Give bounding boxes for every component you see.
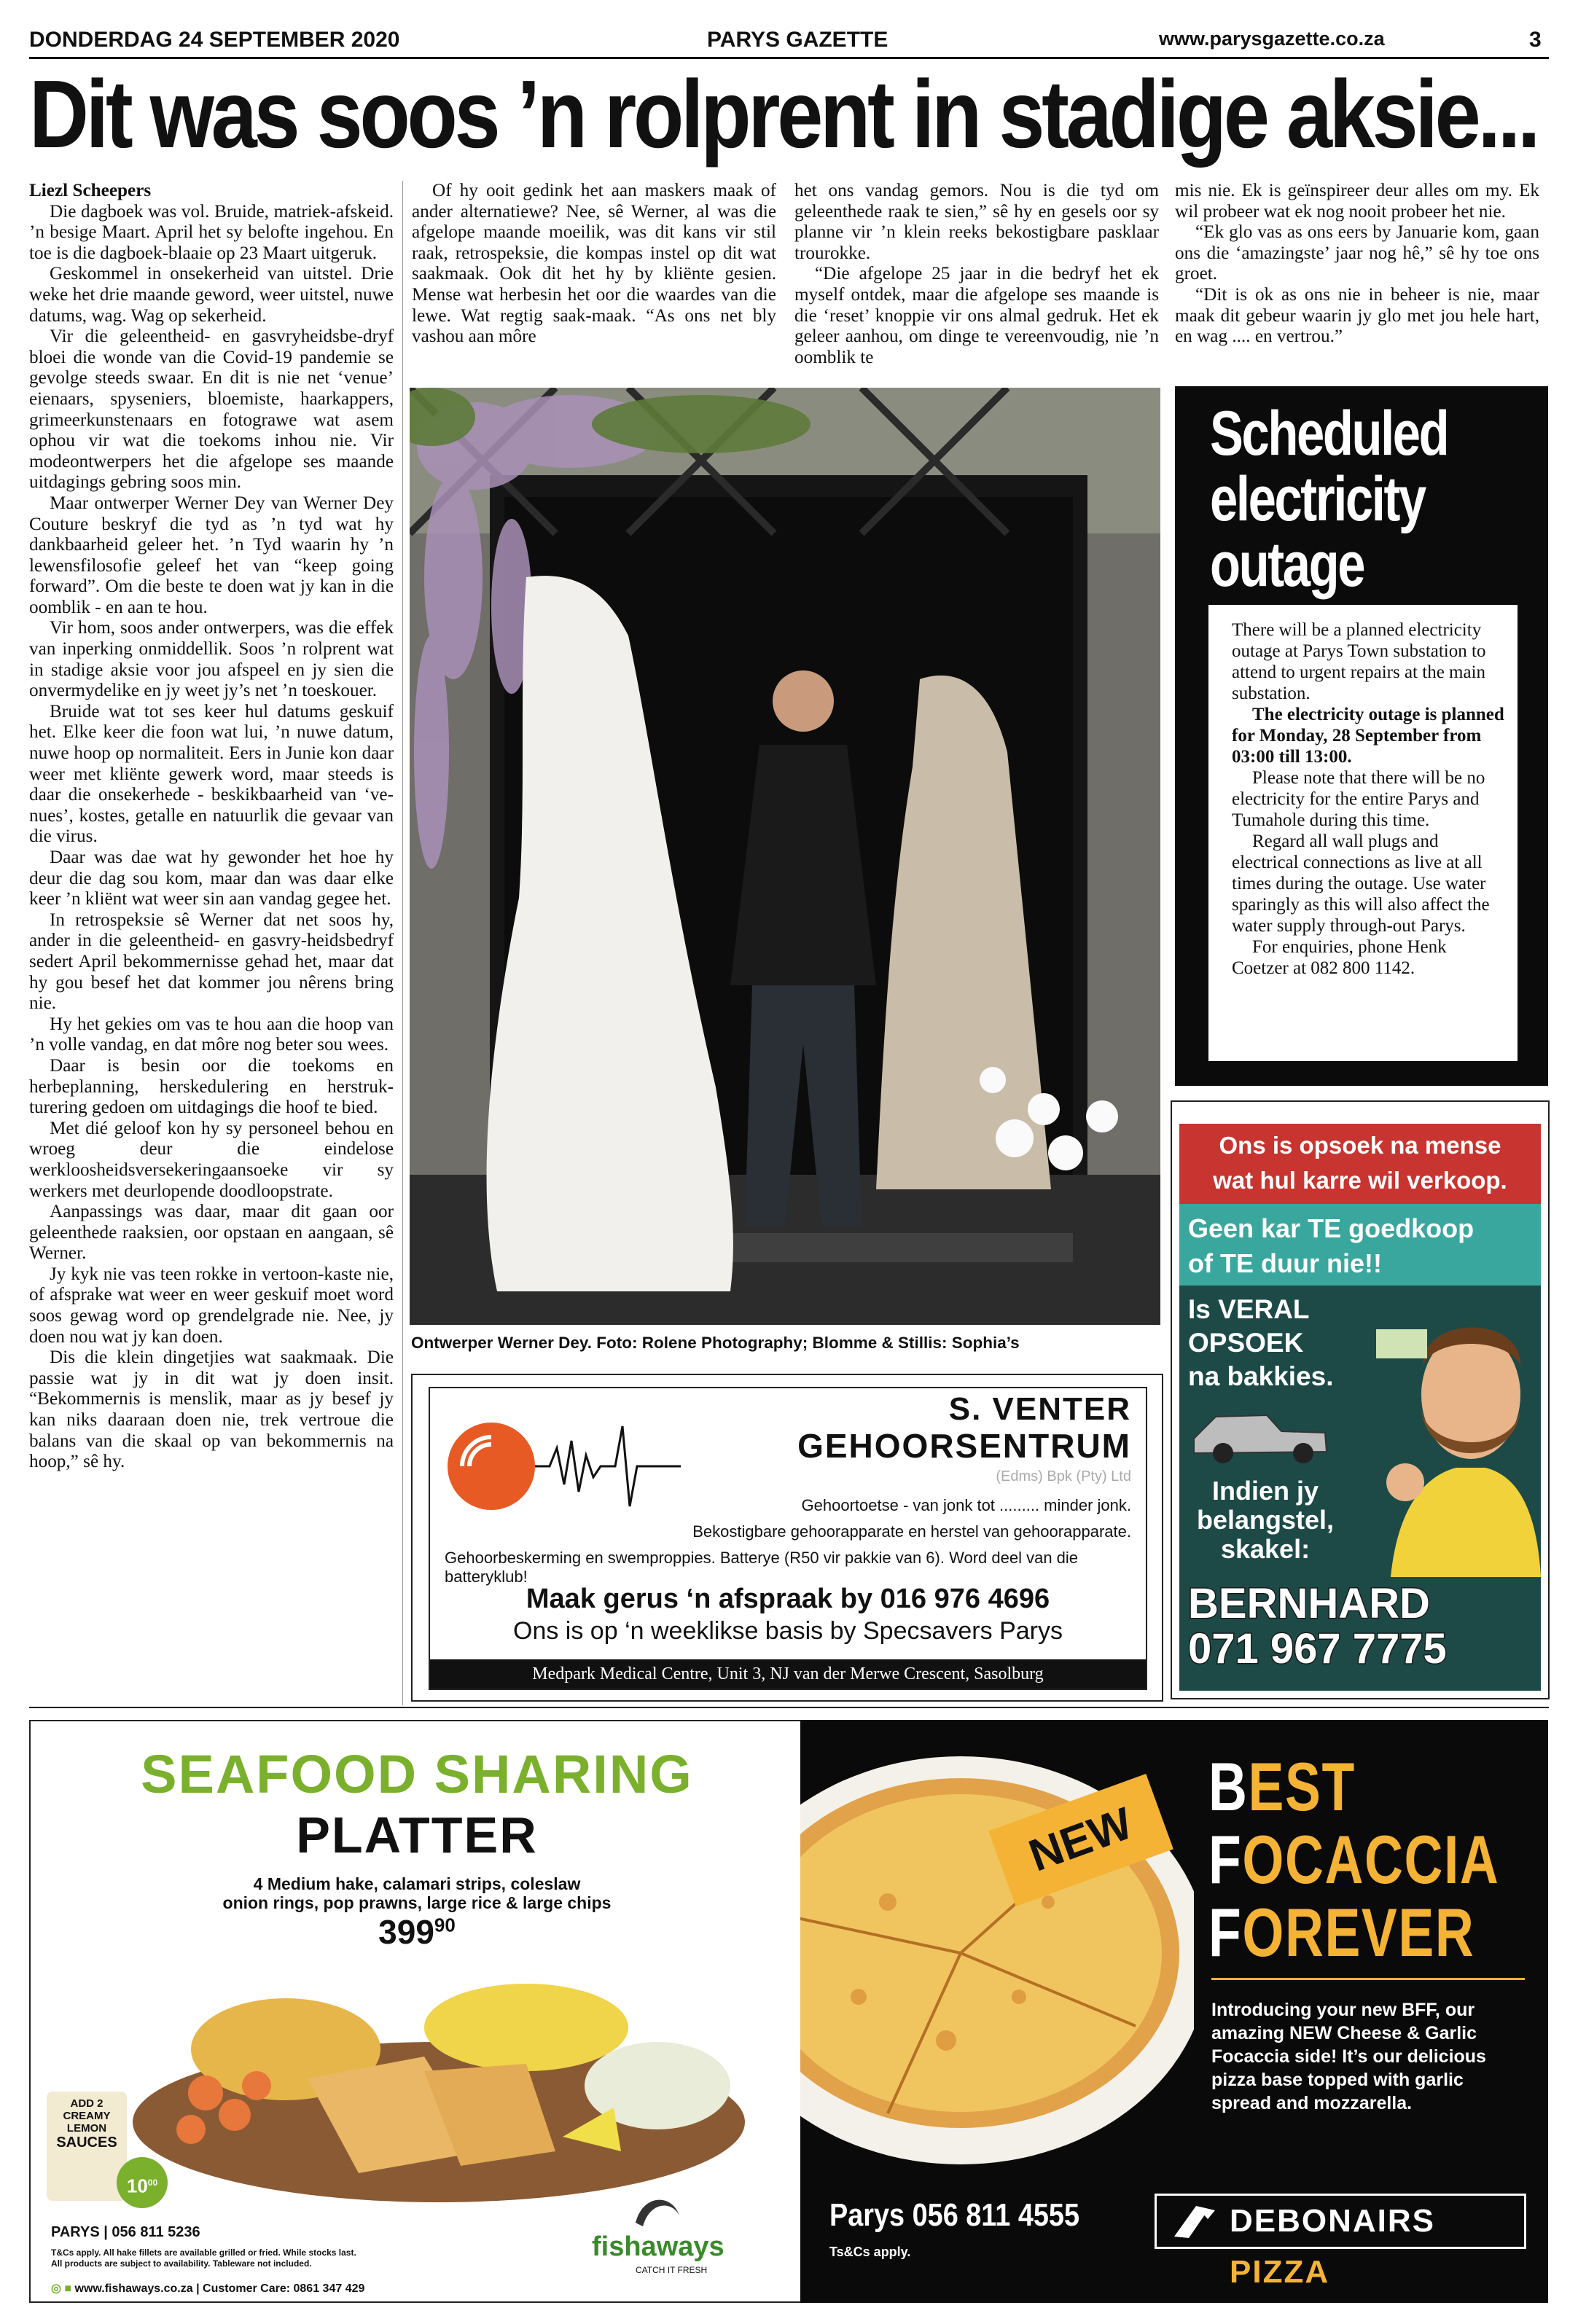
- paragraph: Bruide wat tot ses keer hul datums geskuif het. Elke keer die foon wat lui, ’n nuwe datum, nuwe hoop op normaliteit. Eers in Junie kon daar weer met kliënte gewerk word, maar steeds is daar die onsekerhede - beskikbaarheid van ‘ve-nues’, kostes, getalle en natuurlik die gevaar van die virus.: [29, 701, 394, 847]
- gold-rule: [1211, 1978, 1525, 1980]
- article-column-2: [412, 181, 776, 372]
- hearing-ad-cta[interactable]: Maak gerus ‘n afspraak by 016 976 4696: [526, 1584, 1050, 1614]
- fish-ad-description: [31, 1874, 803, 1912]
- car-ad-line: skakel:: [1220, 1534, 1311, 1564]
- new-tag: NEW: [988, 1774, 1173, 1906]
- fish-ad-desc-line: onion rings, pop prawns, large rice & large chips: [222, 1893, 612, 1912]
- bff-headline: [1208, 1750, 1499, 1969]
- sauce-badge: [47, 2092, 127, 2201]
- outage-title-line: Scheduled: [1210, 399, 1448, 469]
- fish-logo-icon: [628, 2186, 687, 2237]
- paragraph: Daar is besin oor die toekoms en herbeplanning, herskedulering en herstruk-turering gedoen om uitdagings die hoof te bied.: [29, 1055, 394, 1118]
- byline: Liezl Scheepers: [29, 181, 152, 200]
- article-photo: [410, 388, 1160, 1325]
- contact-name: BERNHARD: [1188, 1580, 1430, 1627]
- headline-rest: EST: [1248, 1748, 1356, 1825]
- paragraph: Aanpassings was daar, maar dit gaan oor geleenthede raaksien, oor opstaan en aangaan, sê Werner.: [29, 1202, 394, 1264]
- hearing-ad-line: Bekostigbare gehoorapparate en herstel van gehoorapparate.: [692, 1522, 1131, 1541]
- deb-phone[interactable]: Parys 056 811 4555: [829, 2197, 1080, 2233]
- outage-title-line: electricity: [1210, 464, 1425, 534]
- hearing-wave-logo: [440, 1397, 688, 1535]
- hearing-ad-weekly: Ons is op ‘n weeklikse basis by Specsavers Parys: [513, 1617, 1063, 1645]
- paragraph: “Die afgelope 25 jaar in die bedryf het ek myself ontdek, maar die afgelope ses maande is die ‘reset’ knoppie vir ons almal gedruk. Het ek geleer aanhou, om dinge te vereenvoudig, nie ’n oomblik te: [794, 264, 1159, 367]
- logo-word: PIZZA: [1230, 2254, 1330, 2290]
- fish-ad-price: [31, 1912, 803, 1952]
- headline-initial: F: [1208, 1821, 1243, 1898]
- headline-rest: OREVER: [1242, 1894, 1475, 1971]
- car-ad-line: OPSOEK: [1188, 1328, 1304, 1358]
- deb-tcs: Ts&Cs apply.: [829, 2245, 911, 2259]
- headline-initial: F: [1208, 1894, 1243, 1971]
- outage-paragraph: The electricity outage is planned for Monday, 28 September from 03:00 till 13:00.: [1232, 705, 1504, 767]
- hearing-ad-subtitle: GEHOORSENTRUM: [797, 1427, 1131, 1465]
- headline-rest: OCACCIA: [1242, 1821, 1500, 1898]
- outage-notice: [1175, 386, 1548, 1086]
- fish-ad-title: PLATTER: [296, 1807, 538, 1863]
- bakkie-icon: [1187, 1395, 1332, 1468]
- paper-url[interactable]: www.parysgazette.co.za: [1159, 28, 1385, 50]
- fishaways-ad: [29, 1720, 805, 2303]
- paragraph: Of hy ooit gedink het aan maskers maak of ander alternatiewe? Nee, sê Werner, al was die afgelope maande moeilik, was dit kans vir stil raak, retrospeksie, die kompas instel op dit wat saakmaak. Ook dit het hy by kliënte gesien. Mense wat herbesin het oor die waardes van die lewe. Wat regtig saak-maak. “As ons net bly vashou aan môre: [412, 181, 776, 347]
- outage-paragraph: Please note that there will be no electricity for the entire Parys and Tumahole during this time.: [1232, 768, 1485, 830]
- car-ad-line: of TE duur nie!!: [1188, 1248, 1382, 1278]
- outage-paragraph: There will be a planned electricity outage at Parys Town substation to attend to urgent repairs at the main substation.: [1232, 620, 1486, 703]
- fish-ad-care: Customer Care: 0861 347 429: [203, 2282, 365, 2295]
- paragraph: “Dit is ok as ons nie in beheer is nie, maar maak dit gebeur waarin jy glo met jou hele hart, en wag .... en vertrou.”: [1175, 284, 1539, 347]
- outage-paragraph: Regard all wall plugs and electrical connections as live at all times during the outage. Use water sparingly as this will also affect the water supply through-out Parys.: [1232, 832, 1490, 936]
- car-ad-body: [1179, 1204, 1541, 1691]
- fish-ad-title: SEAFOOD SHARING: [141, 1744, 693, 1804]
- debonairs-ad: [800, 1720, 1548, 2303]
- car-ad-line: wat hul karre wil verkoop.: [1213, 1167, 1507, 1194]
- hearing-ad-address: Medpark Medical Centre, Unit 3, NJ van der Merwe Crescent, Sasolburg: [430, 1659, 1146, 1689]
- hearing-ad-frame: [429, 1387, 1147, 1690]
- section-rule: [29, 1707, 1549, 1708]
- paragraph: Maar ontwerper Werner Dey van Werner Dey Couture beskryf die tyd as ’n tyd wat hy dankbaarheid geleer het. ’n Tyd waarin hy ’n lewensfilosofie geleef het van “keep going forward”. Om die beste te doen wat jy kan in die oomblik - en aan te hou.: [29, 493, 394, 617]
- fish-ad-phone[interactable]: PARYS | 056 811 5236: [51, 2224, 200, 2240]
- contact-phone[interactable]: 071 967 7775: [1188, 1625, 1447, 1672]
- hearing-ad-company: (Edms) Bpk (Pty) Ltd: [996, 1468, 1131, 1484]
- social-icons[interactable]: ◎ ■: [51, 2282, 75, 2295]
- paragraph: Hy het gekies om vas te hou aan die hoop van ’n volle vandag, en dat môre nog beter sou wees.: [29, 1014, 394, 1055]
- fish-ad-links: ◎ ■ www.fishaways.co.za | Customer Care: 0861 347 429: [51, 2282, 365, 2295]
- paper-name: PARYS GAZETTE: [707, 28, 888, 52]
- paragraph: mis nie. Ek is geïnspireer deur alles om my. Ek wil probeer wat ek nog nooit probeer het nie.: [1175, 181, 1539, 222]
- hearing-ad-line: Gehoortoetse - van jonk tot ......... minder jonk.: [801, 1496, 1131, 1514]
- seafood-platter-image: [118, 1962, 759, 2202]
- article-column-4: [1175, 181, 1539, 372]
- photo-caption: Ontwerper Werner Dey. Foto: Rolene Photography; Blomme & Stillis: Sophia’s: [411, 1334, 1020, 1352]
- sauce-price-badge: [117, 2157, 168, 2208]
- car-ad-line: belangstel,: [1197, 1505, 1335, 1535]
- page-number: 3: [1529, 28, 1542, 52]
- fish-ad-desc-line: 4 Medium hake, calamari strips, coleslaw: [253, 1874, 581, 1893]
- badge-price: 10: [126, 2175, 148, 2197]
- price-main: 399: [378, 1913, 434, 1951]
- paragraph: In retrospeksie sê Werner dat net soos hy, ander in die geleentheid- en gasvry-heidsbedryf sedert April bekommernisse gehad het, maar dat hy gou besef het dat kommer jou nêrens bring nie.: [29, 909, 394, 1014]
- tcs-line: All products are subject to availability. Tableware not included.: [51, 2258, 312, 2269]
- car-ad-headline: [1188, 1211, 1474, 1281]
- paragraph: Vir hom, soos ander ontwerpers, was die effek van inperking onmiddellik. Soos ’n rolprent wat in stadige aksie voor jou afspeel en jy sien die onvermydelike en jy weet jy’s net ’n toeskouer.: [29, 618, 394, 701]
- badge-line: CREAMY LEMON: [63, 2110, 111, 2135]
- outage-paragraph: For enquiries, phone Henk Coetzer at 082 800 1142.: [1232, 937, 1447, 978]
- issue-date: DONDERDAG 24 SEPTEMBER 2020: [29, 28, 400, 52]
- car-ad-contact-prompt: [1197, 1476, 1334, 1564]
- car-ad-line: na bakkies.: [1188, 1361, 1334, 1391]
- paragraph: Jy kyk nie vas teen rokke in vertoon-kaste nie, of afsprake wat weer en weer geskuif moet word soos gewag word op grendelgrade nie. Nee, jy doen nou wat jy kan doen.: [29, 1264, 394, 1347]
- paragraph: het ons vandag gemors. Nou is die tyd om geleenthede raak te sien,” sê hy en gesels oor sy planne vir ’n klein reeks bekostigbare pasklaar trourokke.: [794, 181, 1159, 263]
- car-ad-line: Geen kar TE goedkoop: [1188, 1213, 1475, 1243]
- fish-ad-tcs: [51, 2247, 356, 2269]
- car-ad-panel: [1179, 1286, 1541, 1691]
- badge-line: ADD 2: [70, 2097, 103, 2110]
- badge-cents: 00: [147, 2178, 158, 2188]
- car-buyer-ad: [1171, 1100, 1550, 1699]
- chef-logo-icon: [1167, 2200, 1218, 2244]
- outage-title-line: outage: [1210, 530, 1364, 600]
- debonairs-logo: [1155, 2194, 1526, 2290]
- paragraph: Geskommel in onsekerheid van uitstel. Drie weke het drie maande geword, weer uitstel, nuwe datums, wag. Wag op sekerheid.: [29, 264, 394, 326]
- paragraph: Daar was dae wat hy gewonder het hoe hy deur die dag sou kom, maar dan was daar elke keer ’n kliënt wat weer sin aan vandag gegee het.: [29, 848, 394, 909]
- photo-illustration: [410, 388, 1160, 1325]
- outage-body: [1208, 605, 1518, 1061]
- paragraph: Vir die geleentheid- en gasvryheidsbe-dryf bloei die wonde van die Covid-19 pandemie se gevolge steeds swaar. En dit is nie net ‘venue’ eienaars, spyseniers, bloemiste, haarkappers, grimeerkunstenaars en fotograwe wat asem ophou vir wat die toekoms inhou nie. Vir modeontwerpers het die afgelope ses maande uitdagings gebring soos min.: [29, 326, 394, 493]
- header-rule: [29, 57, 1549, 59]
- headline-initial: B: [1208, 1748, 1249, 1825]
- fish-brand: fishaways: [592, 2231, 724, 2262]
- column-divider: [402, 181, 403, 1705]
- hearing-ad-line: Gehoorbeskerming en swemproppies. Batterye (R50 vir pakkie van 6). Word deel van die batteryklub!: [445, 1549, 1079, 1586]
- hearing-ad-name: S. VENTER: [948, 1391, 1131, 1427]
- car-ad-banner: [1179, 1124, 1541, 1204]
- fish-ad-web[interactable]: www.fishaways.co.za: [74, 2282, 193, 2295]
- price-cents: 90: [434, 1914, 456, 1936]
- paragraph: Die dagboek was vol. Bruide, matriek-afskeid. ’n besige Maart. April het sy belofte ingehou. En toe is die dagboek-blaaie op 23 Maart uitgeruk.: [29, 201, 394, 263]
- outage-title: [1210, 401, 1448, 598]
- car-ad-line: Is VERAL: [1188, 1294, 1310, 1324]
- paragraph: Met dié geloof kon hy sy personeel behou en wroeg deur die eindelose werkloosheidsversekeringaansoeke vir sy werkers met deurlopende doodloopstrate.: [29, 1118, 394, 1201]
- paragraph: “Ek glo vas as ons eers by Januarie kom, gaan ons die ‘amazingste’ jaar nog hê,” sê hy toe ons groet.: [1175, 222, 1539, 284]
- car-ad-line: Indien jy: [1212, 1476, 1319, 1506]
- fish-tagline: CATCH IT FRESH: [636, 2265, 708, 2275]
- article-column-3: [794, 181, 1159, 372]
- car-ad-contact[interactable]: [1188, 1581, 1447, 1672]
- article-column-1: [29, 181, 394, 1705]
- deb-description: Introducing your new BFF, our amazing NEW Cheese & Garlic Focaccia side! It’s our delicious pizza base topped with garlic spread and mozzarella.: [1211, 2000, 1486, 2113]
- paragraph: Dis die klein dingetjies wat saakmaak. Die passie wat jy in dit wat jy doen insit. “Bekommernis is menslik, maar as jy besef jy kan niks daaraan doen nie, trek vertroue die balans van die skaal op van bekommernis na hoop,” sê hy.: [29, 1347, 394, 1472]
- headline: Dit was soos ’n rolprent in stadige aksie...: [29, 60, 1538, 168]
- badge-line: SAUCES: [56, 2135, 117, 2151]
- car-ad-bakkies: [1188, 1293, 1334, 1393]
- logo-word: DEBONAIRS: [1230, 2203, 1436, 2239]
- tcs-line: T&Cs apply. All hake fillets are available grilled or fried. While stocks last.: [51, 2247, 356, 2258]
- car-ad-line: Ons is opsoek na mense: [1219, 1132, 1501, 1159]
- thumbs-up-man-icon: [1362, 1286, 1541, 1577]
- hearing-centre-ad: [411, 1374, 1163, 1702]
